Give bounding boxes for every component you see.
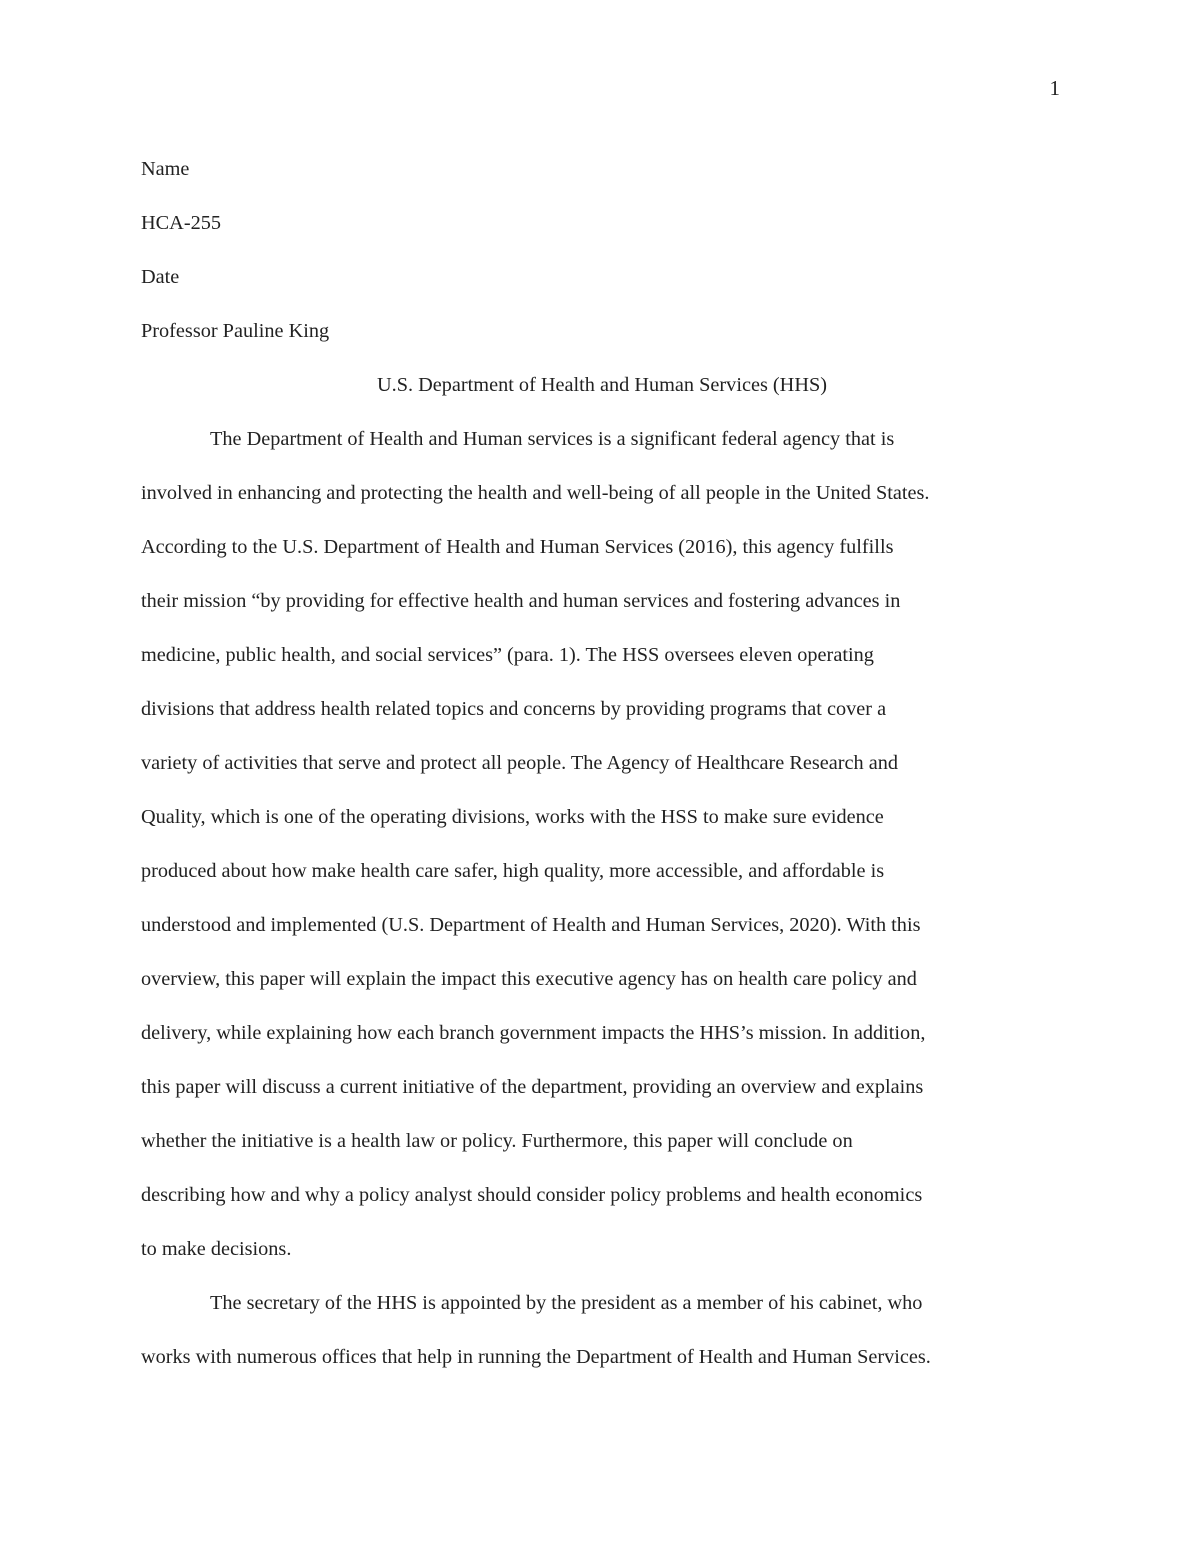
paper-title: U.S. Department of Health and Human Services (HHS) [376, 374, 828, 396]
paragraph-line: their mission “by providing for effective health and human services and fostering advances in [141, 590, 901, 612]
paragraph-line: describing how and why a policy analyst should consider policy problems and health economics [141, 1184, 923, 1206]
paragraph-secretary [141, 1276, 1063, 1384]
paragraph-line: understood and implemented (U.S. Department of Health and Human Services, 2020). With this [141, 914, 921, 936]
paragraph-intro [141, 412, 1063, 1276]
paragraph-line: to make decisions. [141, 1238, 292, 1260]
paragraph-line: variety of activities that serve and protect all people. The Agency of Healthcare Research and [141, 752, 899, 774]
paragraph-line: The Department of Health and Human services is a significant federal agency that is [210, 428, 895, 450]
paragraph-line: medicine, public health, and social services” (para. 1). The HSS oversees eleven operating [141, 644, 874, 666]
paragraph-line: Quality, which is one of the operating divisions, works with the HSS to make sure evidence [141, 806, 884, 828]
course-code: HCA-255 [141, 212, 221, 234]
paragraph-line: divisions that address health related topics and concerns by providing programs that cover a [141, 698, 887, 720]
paragraph-line: overview, this paper will explain the impact this executive agency has on health care policy and [141, 968, 917, 990]
student-name: Name [141, 158, 190, 180]
paragraph-line: produced about how make health care safer, high quality, more accessible, and affordable is [141, 860, 885, 882]
submission-date: Date [141, 266, 180, 288]
paragraph-line: involved in enhancing and protecting the health and well-being of all people in the United States. [141, 482, 930, 504]
professor-name: Professor Pauline King [141, 320, 330, 342]
paragraph-line: works with numerous offices that help in running the Department of Health and Human Services. [141, 1346, 931, 1368]
paragraph-line: this paper will discuss a current initiative of the department, providing an overview and explains [141, 1076, 924, 1098]
paragraph-line: delivery, while explaining how each branch government impacts the HHS’s mission. In addition, [141, 1022, 926, 1044]
paragraph-line: According to the U.S. Department of Health and Human Services (2016), this agency fulfills [141, 536, 894, 558]
paragraph-line: whether the initiative is a health law or policy. Furthermore, this paper will conclude on [141, 1130, 853, 1152]
document-body [141, 142, 1063, 1384]
page-number: 1 [1049, 76, 1060, 100]
paragraph-line: The secretary of the HHS is appointed by the president as a member of his cabinet, who [210, 1292, 923, 1314]
